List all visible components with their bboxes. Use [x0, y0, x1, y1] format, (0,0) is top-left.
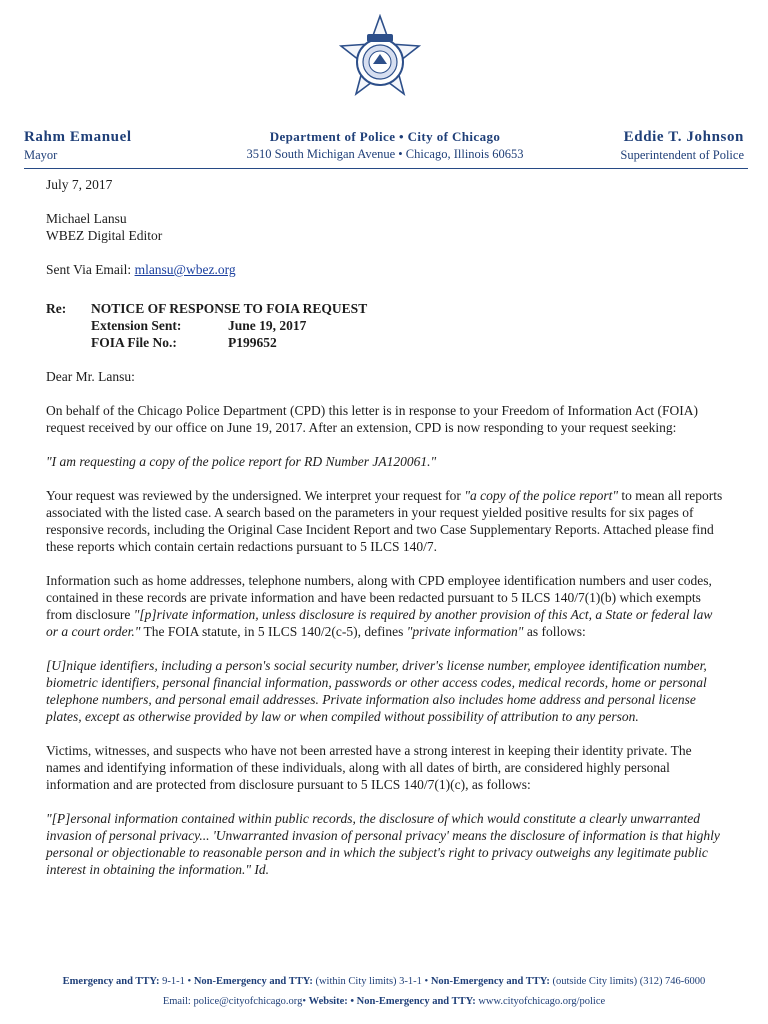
file-number-value: P199652	[228, 335, 277, 350]
department-address: 3510 South Michigan Avenue • Chicago, Illinois 60653	[246, 147, 524, 161]
paragraph-3-text: Information such as home addresses, telephone numbers, along with CPD employee identification numbers and user codes, contained in these records are private information and have been redacted pursuant to 5 ILCS 140/7(1)(b) which exempts from disclosure	[46, 573, 712, 622]
extension-label: Extension Sent:	[91, 318, 182, 333]
paragraph-1: On behalf of the Chicago Police Department (CPD) this letter is in response to your Freedom of Information Act (FOIA) request received by our office on June 19, 2017. After an extension, CPD is now responding to your request seeking:	[46, 403, 698, 435]
sent-via-line	[46, 261, 726, 278]
paragraph-3-term: "private information"	[406, 624, 524, 639]
footer-line-1	[0, 976, 768, 987]
paragraph-2-quote: "a copy of the police report"	[464, 488, 618, 503]
salutation: Dear Mr. Lansu:	[46, 369, 135, 384]
recipient-email-link[interactable]: mlansu@wbez.org	[134, 262, 236, 277]
footer-line-2	[0, 996, 768, 1007]
mayor-name: Rahm Emanuel	[24, 129, 132, 145]
request-quote: "I am requesting a copy of the police report for RD Number JA120061."	[46, 454, 437, 469]
footer-nonemergency-label-2: Non-Emergency and TTY:	[430, 976, 550, 987]
paragraph-3	[46, 572, 726, 640]
paragraph-2-text: Your request was reviewed by the undersigned. We interpret your request for	[46, 488, 465, 503]
footer-nonemergency-city: (within City limits) 3-1-1 •	[312, 976, 431, 987]
paragraph-4: Victims, witnesses, and suspects who have not been arrested have a strong interest in keeping their identity private. The names and identifying information of these individuals, along with all dates of birth, are considered highly personal information and are protected from disclosure pursuant to 5 ILCS 140/7(1)(c), as follows:	[46, 743, 692, 792]
extension-value: June 19, 2017	[228, 318, 307, 333]
paragraph-3-mid: The FOIA statute, in 5 ILCS 140/2(c-5), defines	[140, 624, 407, 639]
header-divider	[24, 168, 748, 169]
footer-emergency-number: 9-1-1 •	[159, 976, 194, 987]
footer-emergency-label: Emergency and TTY:	[62, 976, 160, 987]
police-star-badge-icon	[337, 14, 423, 106]
re-label: Re:	[46, 301, 67, 316]
sent-via-label: Sent Via Email:	[46, 262, 132, 277]
superintendent-name: Eddie T. Johnson	[623, 129, 744, 145]
footer-website-url: www.cityofchicago.org/police	[475, 996, 606, 1007]
footer-nonemergency-label: Non-Emergency and TTY:	[193, 976, 313, 987]
paragraph-2-rest: to mean all reports associated with the listed case. A search based on the parameters in your request yielded positive results for six pages of responsive records, including the Original Case Incident Report and two Case Supplementary Reports. Attached please find these reports which contain certain redactions pursuant to 5 ILCS 140/7.	[46, 488, 723, 554]
file-number-label: FOIA File No.:	[91, 335, 177, 350]
re-subject: NOTICE OF RESPONSE TO FOIA REQUEST	[91, 301, 368, 316]
letter-body	[46, 176, 726, 878]
department-name: Department of Police • City of Chicago	[269, 129, 501, 144]
paragraph-2	[46, 487, 726, 555]
footer-website-label: Website: • Non-Emergency and TTY:	[308, 996, 476, 1007]
statute-block-1: [U]nique identifiers, including a person's social security number, driver's license number, employee identification number, biometric identifiers, personal financial information, passwords or other access codes, medical records, home or personal telephone numbers, and personal email addresses. Private information also includes home address and personal license plates, except as otherwise provided by law or when compiled without possibility of attribution to any person.	[46, 658, 707, 724]
statute-block-2: "[P]ersonal information contained within public records, the disclosure of which would constitute a clearly unwarranted invasion of personal privacy... 'Unwarranted invasion of personal privacy' means the disclosure of information is that highly personal or objectionable to reasonable person and in which the subject's right to privacy outweighs any legitimate public interest in obtaining the information." Id.	[46, 811, 720, 877]
letter-date: July 7, 2017	[46, 177, 113, 192]
footer-email: Email: police@cityofchicago.org•	[162, 996, 309, 1007]
footer-nonemergency-outside: (outside City limits) (312) 746-6000	[549, 976, 706, 987]
re-block	[46, 300, 726, 351]
recipient-name: Michael Lansu	[46, 211, 127, 226]
superintendent-title: Superintendent of Police	[620, 148, 744, 162]
recipient-title: WBEZ Digital Editor	[46, 228, 163, 243]
paragraph-3-end: as follows:	[523, 624, 586, 639]
paragraph-3-quote: "[p]rivate information, unless disclosure is required by another provision of this Act, a State or federal law or a court order."	[46, 607, 713, 639]
mayor-title: Mayor	[24, 148, 58, 162]
